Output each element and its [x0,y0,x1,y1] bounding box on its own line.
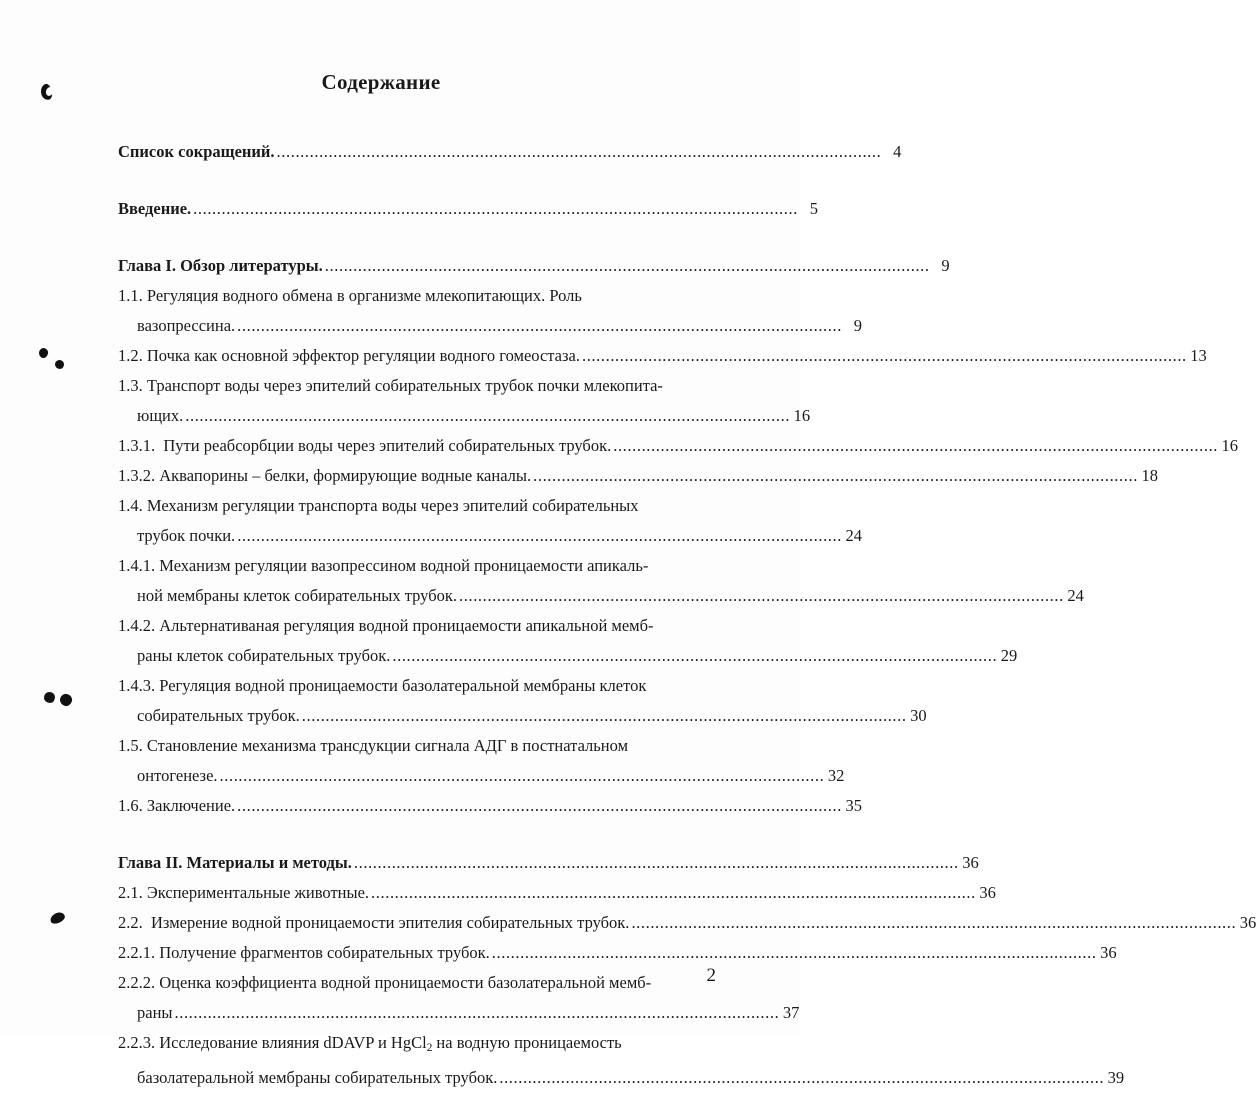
toc-entry-label: 2.2.3. Исследование влияния dDAVP и HgCl$_2$ на водную проницаемость [118,1033,622,1055]
toc-entry-vvedenie[interactable] [118,194,818,224]
dot-leader [237,521,842,551]
toc-line [118,968,718,998]
toc-line [118,491,718,521]
toc-line [118,998,800,1028]
toc-line [118,251,950,281]
scan-artifact-speck [55,360,64,369]
toc-entry-1-1[interactable] [118,281,862,341]
toc-page-number: 36 [962,853,979,872]
toc-page-number: 39 [1107,1068,1125,1088]
toc-entry-label: 1.5. Становление механизма трансдукции сигнала АДГ в постнатальном [118,736,629,755]
toc-entry-1-4-2[interactable] [118,611,1018,671]
toc-line [118,401,811,431]
toc-line [118,641,1018,671]
toc-entry-label: 1.4.1. Механизм регуляции вазопрессином водной проницаемости апикаль- [118,556,649,575]
scan-artifact-speck [49,911,67,926]
toc-line [118,341,1207,371]
toc-page-number: 18 [1141,466,1158,485]
toc-entry-label: ющих. [137,406,184,425]
scan-artifact-speck [58,692,73,707]
scan-artifact-speck [38,347,49,359]
toc-entry-label: 1.6. Заключение. [118,796,236,815]
toc-entry-label: 1.3.2. Аквапорины – белки, формирующие водные каналы. [118,466,532,485]
page-number: 2 [706,965,716,986]
toc-entry-1-4-1[interactable] [118,551,1084,611]
dot-leader [175,998,780,1028]
toc-page-number: 29 [1000,646,1018,665]
toc-line [118,461,1158,491]
toc-page-number: 30 [910,706,927,725]
toc-entry-label: базолатеральной мембраны собирательных трубок. [137,1068,498,1088]
toc-entry-label: ной мембраны клеток собирательных трубок. [137,586,458,605]
dot-leader [631,908,1236,938]
toc-line [118,848,979,878]
toc-line [118,938,1117,968]
toc-entry-label: 1.2. Почка как основной эффектор регуляции водного гомеостаза. [118,346,580,365]
toc-entry-label: 2.1. Экспериментальные животные. [118,883,370,902]
toc-entry-2-2-3[interactable] [118,1028,1125,1093]
toc-page-number: 16 [1221,436,1239,455]
toc-line [118,761,845,791]
toc-entry-label: Глава II. Материалы и методы. [118,853,352,872]
toc-line [118,311,862,341]
dot-leader [613,431,1218,461]
toc-line [118,581,1084,611]
toc-line [118,194,818,224]
toc-entry-label: вазопрессина. [137,316,236,335]
dot-leader [459,581,1064,611]
toc-page-number: 36 [1100,943,1117,962]
toc-line [118,371,718,401]
dot-leader [533,461,1138,491]
dot-leader [220,761,825,791]
toc-page-number: 5 [809,199,818,218]
page-title: Содержание [321,70,441,94]
dot-leader [185,401,790,431]
dot-leader [371,878,976,908]
dot-leader [392,641,997,671]
scan-artifact-speck [43,691,55,703]
toc-page-number: 36 [1239,913,1256,932]
toc-page-number: 24 [1067,586,1084,605]
toc-line [118,701,927,731]
dot-leader [499,1063,1104,1093]
toc-entry-1-5[interactable] [118,731,845,791]
toc-entry-2-1[interactable] [118,878,996,908]
toc-entry-2-2-1[interactable] [118,938,1117,968]
toc-page-number: 9 [941,256,950,275]
toc-entry-label: 2.2. Измерение водной проницаемости эпителия собирательных трубок. [118,913,630,932]
toc-entry-1-3-2[interactable] [118,461,1158,491]
toc-line [118,431,1239,461]
toc-line [118,137,902,167]
toc-line [118,878,996,908]
toc-line [118,1028,718,1063]
dot-leader [582,341,1187,371]
toc-entry-1-4[interactable] [118,491,862,551]
toc-page-number: 13 [1190,346,1207,365]
toc-page-number: 9 [853,316,862,335]
toc-entry-1-3[interactable] [118,371,811,431]
scan-artifact-speck [45,86,55,97]
toc-entry-label: раны [137,1003,173,1022]
toc-entry-label: собирательных трубок. [137,706,300,725]
toc-entry-label: 1.1. Регуляция водного обмена в организме млекопитающих. Роль [118,286,582,305]
toc-entry-label: онтогенезе. [137,766,218,785]
toc-line [118,521,862,551]
toc-entry-label: трубок почки. [137,526,236,545]
dot-leader [302,701,907,731]
toc-page-number: 37 [782,1003,800,1022]
table-of-contents [118,137,1256,1093]
toc-entry-glava-1[interactable] [118,251,950,281]
toc-entry-1-4-3[interactable] [118,671,927,731]
toc-entry-1-3-1[interactable] [118,431,1239,461]
dot-leader [325,251,930,281]
toc-entry-2-2[interactable] [118,908,1256,938]
toc-entry-2-2-2[interactable] [118,968,800,1028]
toc-entry-label: 1.4.3. Регуляция водной проницаемости базолатеральной мембраны клеток [118,676,647,695]
toc-line [118,551,718,581]
toc-entry-spisok-sokrashcheniy[interactable] [118,137,902,167]
toc-entry-1-6[interactable] [118,791,862,821]
toc-entry-label: 1.4. Механизм регуляции транспорта воды через эпителий собирательных [118,496,639,515]
toc-line [118,281,718,311]
toc-page-number: 4 [893,142,902,161]
toc-page-number: 32 [827,766,845,785]
toc-page-number: 36 [979,883,996,902]
toc-line [118,671,718,701]
toc-line [118,731,718,761]
toc-entry-label: Список сокращений. [118,142,275,161]
dot-leader [492,938,1097,968]
toc-entry-label: Введение. [118,199,192,218]
toc-line [118,1063,1125,1093]
toc-line [118,611,718,641]
toc-entry-label: 2.2.2. Оценка коэффициента водной проницаемости базолатеральной мемб- [118,973,652,992]
toc-entry-1-2[interactable] [118,341,1207,371]
dot-leader [193,194,798,224]
toc-line [118,908,1256,938]
dot-leader [277,137,882,167]
toc-page-number: 35 [845,796,862,815]
toc-entry-label: 1.4.2. Альтернативаная регуляция водной проницаемости апикальной мемб- [118,616,654,635]
dot-leader [237,791,842,821]
toc-entry-label: раны клеток собирательных трубок. [137,646,391,665]
dot-leader [237,311,842,341]
toc-line [118,791,862,821]
dot-leader [354,848,959,878]
toc-entry-label: Глава I. Обзор литературы. [118,256,323,275]
toc-entry-label: 2.2.1. Получение фрагментов собирательных трубок. [118,943,490,962]
toc-page-number: 24 [845,526,862,545]
toc-page-number: 16 [793,406,811,425]
toc-entry-label: 1.3.1. Пути реабсорбции воды через эпителий собирательных трубок. [118,436,612,455]
page-content [118,0,1256,1093]
toc-entry-glava-2[interactable] [118,848,979,878]
toc-entry-label: 1.3. Транспорт воды через эпителий собирательных трубок почки млекопита- [118,376,663,395]
